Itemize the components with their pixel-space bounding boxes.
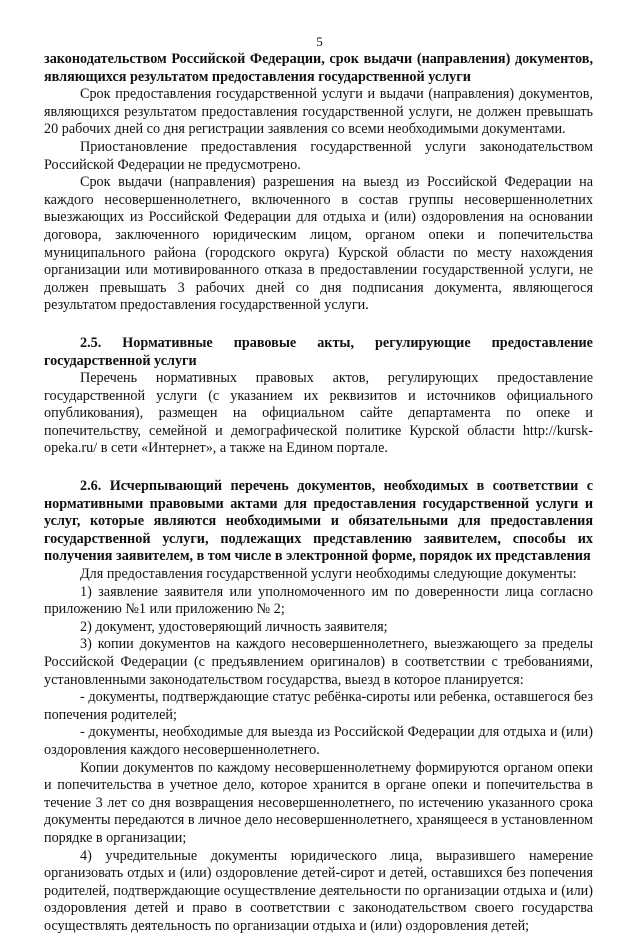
documents-lead: Для предоставления государственной услуги необходимы следующие документы: xyxy=(80,566,577,583)
paragraph-permit-term: Срок выдачи (направления) разрешения на выезд из Российской Федерации на каждого несовершеннолетнего, включенного в состав группы несовершеннолетних выезжающих из Российской Федерации для отдыха и (или) оздоровления на основании договора, заключенного юридическим лицом, органом опеки и попечительства муниципального района (городского округа) Курской области по месту нахождения организации или мотивированного отказа в предоставлении государственной услуги, не должен превышать 3 рабочих дней со дня подписания документа, являющегося результатом предоставления государственной услуги. xyxy=(44,174,593,314)
section-heading-continuation: законодательством Российской Федерации, срок выдачи (направления) документов, являющихся результатом предоставления государственной услуги xyxy=(44,51,593,85)
list-item: 2) документ, удостоверяющий личность заявителя; xyxy=(80,618,388,635)
document-body xyxy=(44,51,593,936)
section-2-6-heading: 2.6. Исчерпывающий перечень документов, необходимых в соответствии с нормативными правовыми актами для предоставления государственной услуги и услуг, которые являются необходимыми и обязательными для предоставления государственной услуги, подлежащих представлению заявителем, способы их получения заявителем, в том числе в электронной форме, порядок их представления xyxy=(44,478,593,565)
section-2-5-heading-end: государственной услуги xyxy=(44,352,197,369)
paragraph-copies: Копии документов по каждому несовершеннолетнему формируются органом опеки и попечительства в учетное дело, которое хранится в органе опеки и попечительства в течение 3 лет со дня возвращения несовершеннолетнего, по истечению указанного срока документы передаются в личное дело несовершеннолетнего, хранящееся в установленном порядке в организации; xyxy=(44,759,593,846)
paragraph-term: Срок предоставления государственной услуги и выдачи (направления) документов, являющихся результатом предоставления государственной услуги, не должен превышать 20 рабочих дней со дня регистрации заявления со всеми необходимыми документами. xyxy=(44,86,593,138)
list-item: 4) учредительные документы юридического лица, выразившего намерение организовать отдых и (или) оздоровление детей-сирот и детей, оставшихся без попечения родителей, подтверждающие осуществление деятельности по организации отдыха и (или) оздоровления детей и право в соответствии с законодательством своего государства осуществлять деятельность по организации отдыха и (или) оздоровления детей; xyxy=(44,847,593,934)
paragraph-suspension: Приостановление предоставления государственной услуги законодательством Российской Федерации не предусмотрено. xyxy=(44,138,593,173)
list-item: 3) копии документов на каждого несовершеннолетнего, выезжающего за пределы Российской Федерации (с предъявлением оригиналов) в соответствии с требованиями, установленными законодательством государства, выезд в которое планируется: xyxy=(44,636,593,688)
section-2-5-body: Перечень нормативных правовых актов, регулирующих предоставление государственной услуги (с указанием их реквизитов и источников официального опубликования), размещен на официальном сайте департамента по опеке и попечительству, семейной и демографической политике Курской области http://kursk-opeka.ru/ в сети «Интернет», а также на Едином портале. xyxy=(44,370,593,457)
section-2-5 xyxy=(44,335,593,458)
section-2-6 xyxy=(44,478,593,935)
section-2-5-heading: 2.5. Нормативные правовые акты, регулирующие предоставление xyxy=(80,334,593,351)
dash-item: - документы, необходимые для выезда из Российской Федерации для отдыха и (или) оздоровления каждого несовершеннолетнего. xyxy=(44,724,593,758)
dash-item: - документы, подтверждающие статус ребёнка-сироты или ребенка, оставшегося без попечения родителей; xyxy=(44,689,593,723)
page-number: 5 xyxy=(316,34,323,49)
list-item: 1) заявление заявителя или уполномоченного им по доверенности лица согласно приложению №1 или приложению № 2; xyxy=(44,583,593,618)
